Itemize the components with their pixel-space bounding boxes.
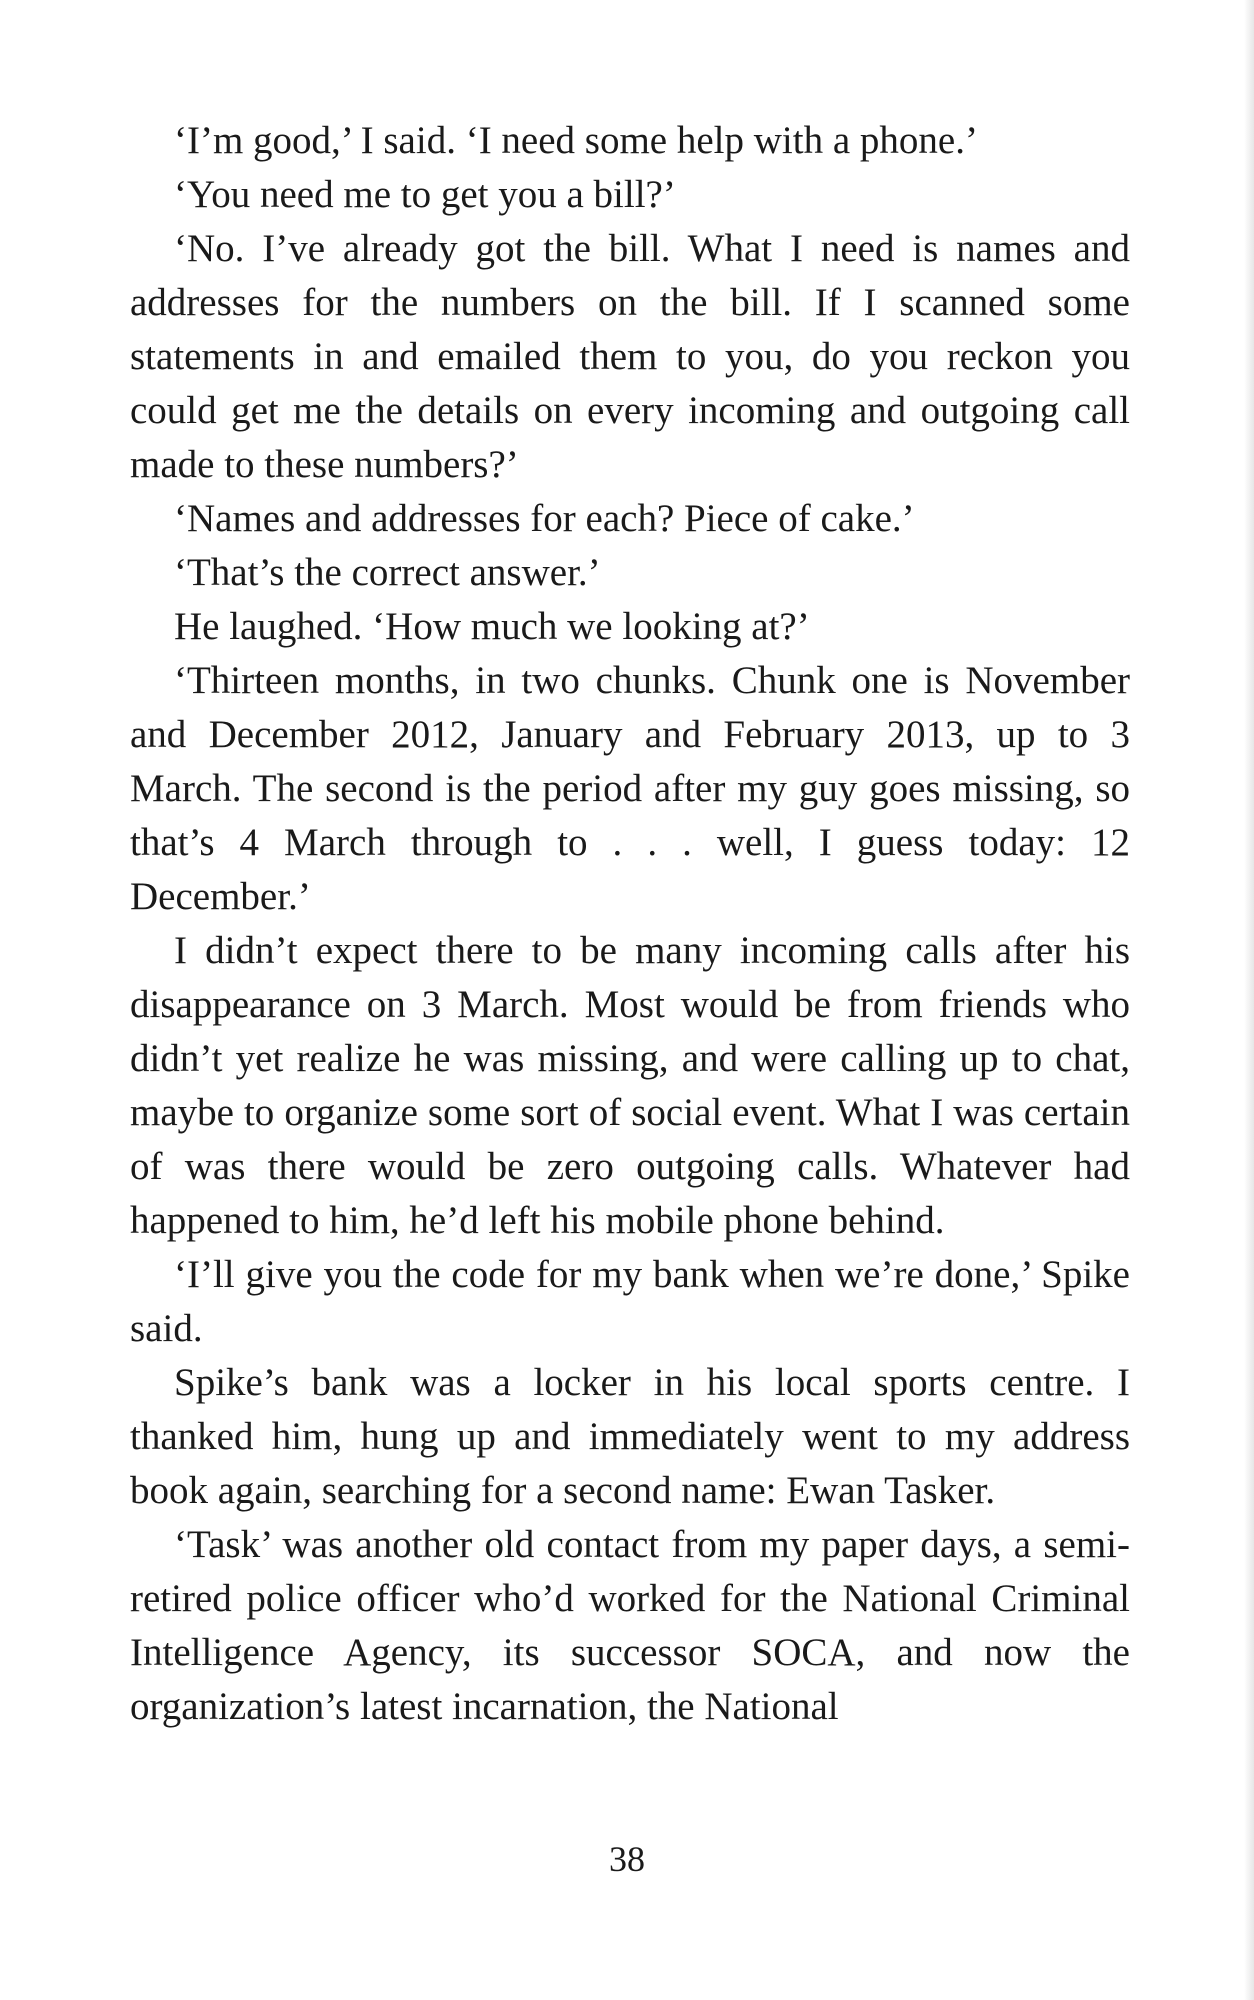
paragraph: I didn’t expect there to be many incoming calls after his disappearance on 3 March. Most would be from friends who didn’t yet realize he was missing, and were calling up to chat, maybe to organize some sort of social event. What I was certain of was there would be zero outgoing calls. Whatever had happened to him, he’d left his mobile phone behind.: [130, 929, 1130, 1242]
paragraph: Spike’s bank was a locker in his local sports centre. I thanked him, hung up and immediately went to my address book again, searching for a second name: Ewan Tasker.: [130, 1361, 1130, 1512]
paragraph: ‘That’s the correct answer.’: [174, 551, 601, 594]
body-text: [130, 114, 1130, 1734]
paragraph: ‘I’ll give you the code for my bank when we’re done,’ Spike said.: [130, 1253, 1130, 1350]
paragraph: ‘Task’ was another old contact from my paper days, a semi-retired police officer who’d worked for the National Criminal Intelligence Agency, its successor SOCA, and now the organization’s latest incarnation, the National: [130, 1523, 1130, 1728]
paragraph: ‘You need me to get you a bill?’: [174, 173, 676, 216]
paragraph: ‘I’m good,’ I said. ‘I need some help with a phone.’: [174, 119, 978, 162]
paragraph: ‘No. I’ve already got the bill. What I need is names and addresses for the numbers on the bill. If I scanned some statements in and emailed them to you, do you reckon you could get me the details on every incoming and outgoing call made to these numbers?’: [130, 227, 1130, 486]
page-edge: [1244, 0, 1254, 2000]
paragraph: He laughed. ‘How much we looking at?’: [174, 605, 810, 648]
paragraph: ‘Thirteen months, in two chunks. Chunk one is November and December 2012, January and February 2013, up to 3 March. The second is the period after my guy goes missing, so that’s 4 March through to . . . well, I guess today: 12 December.’: [130, 659, 1130, 918]
page-number: 38: [609, 1839, 645, 1879]
paragraph: ‘Names and addresses for each? Piece of cake.’: [174, 497, 915, 540]
